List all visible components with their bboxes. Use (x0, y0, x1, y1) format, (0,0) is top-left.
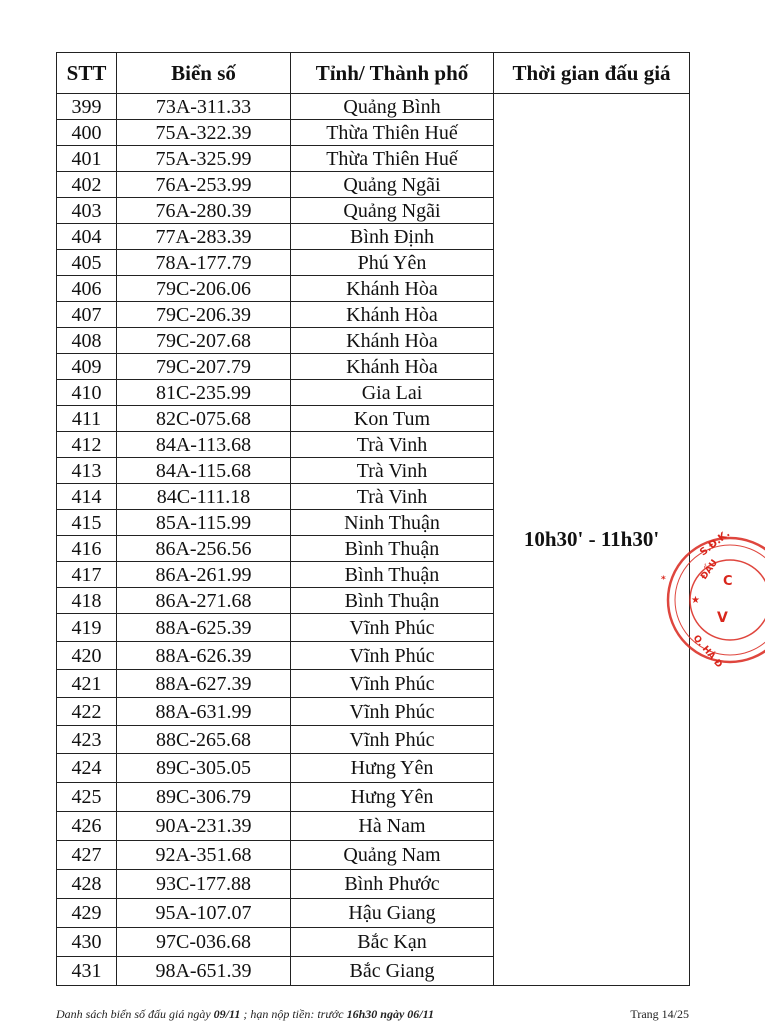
footer-auction-date: 09/11 (213, 1007, 241, 1021)
plate-cell: 82C-075.68 (117, 406, 291, 432)
stt-cell: 400 (57, 120, 117, 146)
stt-cell: 422 (57, 698, 117, 726)
stt-cell: 407 (57, 302, 117, 328)
province-cell: Bình Thuận (291, 562, 494, 588)
plate-cell: 88A-627.39 (117, 670, 291, 698)
province-cell: Bắc Giang (291, 957, 494, 986)
province-cell: Quảng Ngãi (291, 198, 494, 224)
province-cell: Quảng Bình (291, 94, 494, 120)
plate-cell: 79C-206.06 (117, 276, 291, 302)
province-cell: Thừa Thiên Huế (291, 120, 494, 146)
plate-cell: 76A-280.39 (117, 198, 291, 224)
page-footer (56, 1007, 689, 1022)
stt-cell: 427 (57, 841, 117, 870)
plate-cell: 97C-036.68 (117, 928, 291, 957)
province-cell: Vĩnh Phúc (291, 698, 494, 726)
plate-cell: 93C-177.88 (117, 870, 291, 899)
province-cell: Vĩnh Phúc (291, 726, 494, 754)
stt-cell: 414 (57, 484, 117, 510)
plate-cell: 76A-253.99 (117, 172, 291, 198)
province-cell: Gia Lai (291, 380, 494, 406)
province-cell: Khánh Hòa (291, 328, 494, 354)
province-cell: Bình Định (291, 224, 494, 250)
plate-cell: 90A-231.39 (117, 812, 291, 841)
svg-text:★: ★ (691, 595, 700, 606)
stt-cell: 415 (57, 510, 117, 536)
stt-cell: 418 (57, 588, 117, 614)
stt-cell: 423 (57, 726, 117, 754)
stt-cell: 428 (57, 870, 117, 899)
province-cell: Khánh Hòa (291, 354, 494, 380)
table-body (57, 94, 690, 986)
plate-cell: 79C-207.79 (117, 354, 291, 380)
province-cell: Trà Vinh (291, 458, 494, 484)
stt-cell: 408 (57, 328, 117, 354)
plate-cell: 75A-325.99 (117, 146, 291, 172)
stt-cell: 431 (57, 957, 117, 986)
province-cell: Quảng Nam (291, 841, 494, 870)
province-cell: Quảng Ngãi (291, 172, 494, 198)
plate-cell: 95A-107.07 (117, 899, 291, 928)
plate-cell: 79C-206.39 (117, 302, 291, 328)
plate-cell: 88A-625.39 (117, 614, 291, 642)
province-cell: Hưng Yên (291, 783, 494, 812)
province-cell: Vĩnh Phúc (291, 642, 494, 670)
stt-cell: 419 (57, 614, 117, 642)
plate-cell: 77A-283.39 (117, 224, 291, 250)
svg-text:Q. HÀ Đ: Q. HÀ Đ (690, 633, 724, 671)
stt-cell: 430 (57, 928, 117, 957)
header-province: Tỉnh/ Thành phố (291, 53, 494, 94)
province-cell: Vĩnh Phúc (291, 670, 494, 698)
province-cell: Khánh Hòa (291, 302, 494, 328)
plate-cell: 89C-306.79 (117, 783, 291, 812)
plate-cell: 78A-177.79 (117, 250, 291, 276)
stt-cell: 405 (57, 250, 117, 276)
province-cell: Bình Thuận (291, 588, 494, 614)
plate-cell: 84A-115.68 (117, 458, 291, 484)
stt-cell: 420 (57, 642, 117, 670)
plate-cell: 88A-631.99 (117, 698, 291, 726)
stt-cell: 424 (57, 754, 117, 783)
stt-cell: 401 (57, 146, 117, 172)
province-cell: Bình Thuận (291, 536, 494, 562)
province-cell: Bình Phước (291, 870, 494, 899)
province-cell: Vĩnh Phúc (291, 614, 494, 642)
header-auction-time: Thời gian đấu giá (494, 53, 690, 94)
plate-cell: 73A-311.33 (117, 94, 291, 120)
stt-cell: 413 (57, 458, 117, 484)
province-cell: Hưng Yên (291, 754, 494, 783)
stt-cell: 417 (57, 562, 117, 588)
stt-cell: 410 (57, 380, 117, 406)
stt-cell: 429 (57, 899, 117, 928)
footer-deadline: 16h30 ngày 06/11 (346, 1007, 434, 1021)
province-cell: Hậu Giang (291, 899, 494, 928)
stt-cell: 421 (57, 670, 117, 698)
stt-cell: 399 (57, 94, 117, 120)
header-stt: STT (57, 53, 117, 94)
plate-cell: 75A-322.39 (117, 120, 291, 146)
province-cell: Bắc Kạn (291, 928, 494, 957)
svg-text:V: V (717, 610, 728, 626)
stt-cell: 406 (57, 276, 117, 302)
stt-cell: 402 (57, 172, 117, 198)
province-cell: Trà Vinh (291, 432, 494, 458)
province-cell: Phú Yên (291, 250, 494, 276)
plate-cell: 86A-261.99 (117, 562, 291, 588)
stt-cell: 411 (57, 406, 117, 432)
plate-cell: 88A-626.39 (117, 642, 291, 670)
svg-text:*: * (661, 575, 666, 585)
stt-cell: 425 (57, 783, 117, 812)
stt-cell: 404 (57, 224, 117, 250)
province-cell: Thừa Thiên Huế (291, 146, 494, 172)
province-cell: Kon Tum (291, 406, 494, 432)
seal-graphic (655, 530, 765, 670)
province-cell: Trà Vinh (291, 484, 494, 510)
stt-cell: 426 (57, 812, 117, 841)
plate-auction-table (56, 52, 690, 986)
plate-cell: 98A-651.39 (117, 957, 291, 986)
plate-cell: 85A-115.99 (117, 510, 291, 536)
footer-note: Danh sách biển số đấu giá ngày 09/11 ; hạn nộp tiền: trước 16h30 ngày 06/11 (56, 1007, 434, 1021)
table-header-row (57, 53, 690, 94)
plate-cell: 86A-256.56 (117, 536, 291, 562)
stt-cell: 409 (57, 354, 117, 380)
red-seal-stamp (655, 530, 765, 670)
header-plate: Biển số (117, 53, 291, 94)
province-cell: Khánh Hòa (291, 276, 494, 302)
plate-cell: 81C-235.99 (117, 380, 291, 406)
plate-cell: 84A-113.68 (117, 432, 291, 458)
province-cell: Ninh Thuận (291, 510, 494, 536)
plate-cell: 86A-271.68 (117, 588, 291, 614)
plate-cell: 84C-111.18 (117, 484, 291, 510)
plate-cell: 88C-265.68 (117, 726, 291, 754)
stt-cell: 412 (57, 432, 117, 458)
province-cell: Hà Nam (291, 812, 494, 841)
svg-text:S.Đ.K.: S.Đ.K. (698, 528, 733, 559)
table-row (57, 94, 690, 120)
stt-cell: 416 (57, 536, 117, 562)
page-number: Trang 14/25 (630, 1007, 689, 1021)
svg-text:ĐẤU: ĐẤU (699, 558, 720, 582)
stt-cell: 403 (57, 198, 117, 224)
plate-cell: 92A-351.68 (117, 841, 291, 870)
plate-cell: 89C-305.05 (117, 754, 291, 783)
svg-text:C: C (723, 574, 733, 589)
auction-time-cell: 10h30' - 11h30' (494, 94, 690, 986)
plate-cell: 79C-207.68 (117, 328, 291, 354)
